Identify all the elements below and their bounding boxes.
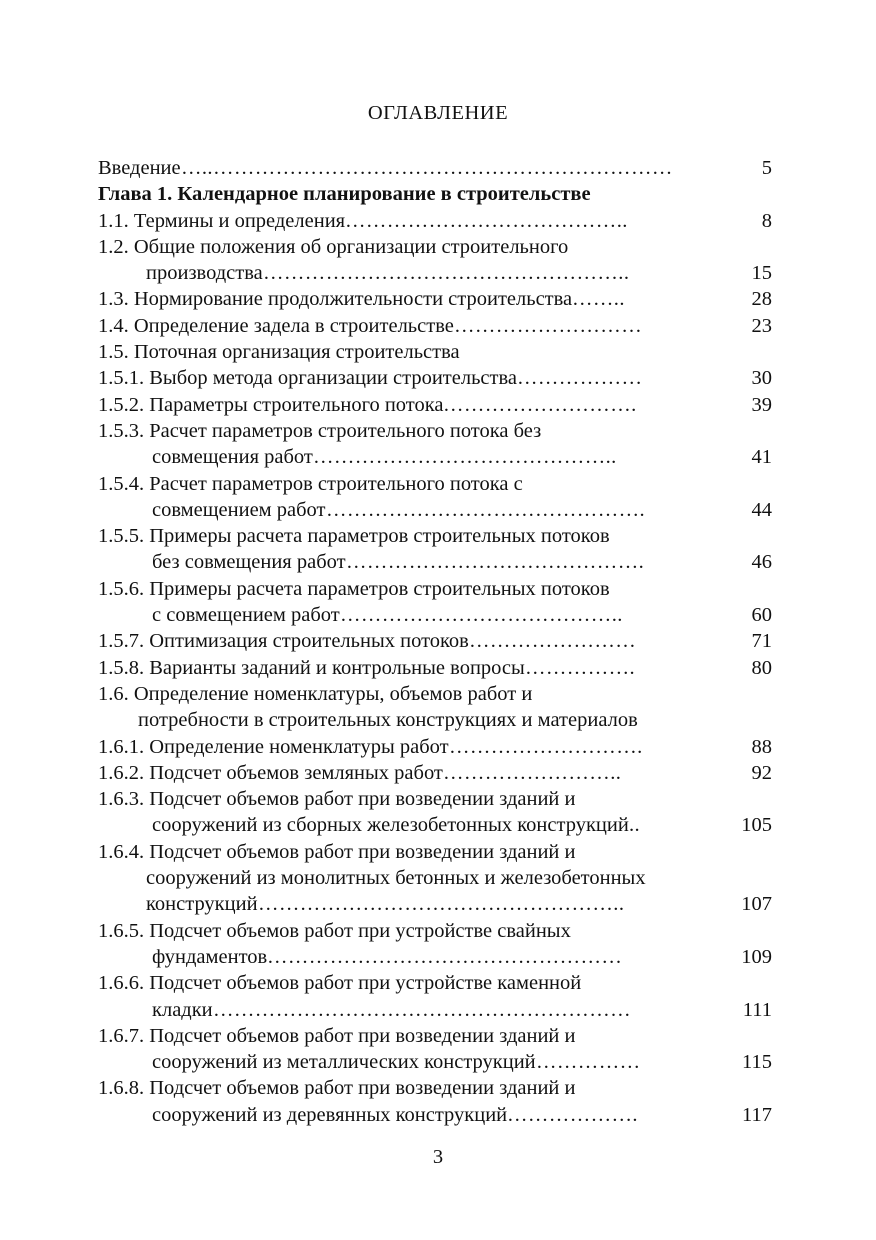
toc-entry-text: 1.5.2. Параметры строительного потока	[98, 393, 444, 416]
toc-entry-text: Глава 1. Календарное планирование в строительстве	[98, 183, 591, 206]
toc-entry-leader: ……………………………………………..	[258, 893, 625, 916]
toc-title: ОГЛАВЛЕНИЕ	[367, 102, 509, 124]
toc-entry	[0, 1075, 876, 1101]
toc-entry	[0, 418, 876, 444]
toc-entry-leader: ……………………………………………	[267, 945, 623, 968]
toc-entry-text: 1.5.1. Выбор метода организации строительства	[98, 367, 517, 390]
toc-entry-text: 1.5.3. Расчет параметров строительного потока без	[98, 419, 542, 442]
toc-entry-text: потребности в строительных конструкциях и материалов	[138, 709, 638, 732]
toc-entry	[0, 970, 876, 996]
toc-entry-leader: ………………………	[454, 314, 643, 337]
page-number: 3	[432, 1146, 444, 1168]
toc-entry	[0, 392, 876, 418]
toc-entry	[0, 208, 876, 234]
table-of-contents	[0, 155, 876, 1128]
toc-entry-leader: ……………	[536, 1051, 641, 1074]
toc-entry-page: 105	[741, 814, 772, 837]
toc-entry-leader: ……………………………………..	[313, 446, 617, 469]
toc-entry-leader: ……………….	[507, 1103, 638, 1126]
toc-entry-leader: ……………………………………….	[326, 498, 646, 521]
toc-entry	[0, 286, 876, 312]
toc-entry-page: 71	[751, 630, 772, 653]
toc-entry-text: 1.6.1. Определение номенклатуры работ	[98, 735, 449, 758]
toc-entry-leader: ……..	[572, 288, 625, 311]
toc-entry-leader: ……………………….	[443, 393, 637, 416]
toc-entry	[0, 549, 876, 575]
toc-entry	[0, 865, 876, 891]
toc-entry-page: 5	[761, 157, 772, 179]
toc-entry	[0, 444, 876, 470]
toc-entry-text: сооружений из металлических конструкций	[152, 1051, 536, 1074]
toc-entry-page: 115	[742, 1051, 772, 1074]
toc-entry-text: совмещения работ	[152, 446, 313, 469]
toc-entry-leader: ……………………………………………………	[213, 998, 631, 1021]
toc-entry	[0, 181, 876, 207]
toc-entry-text: кладки	[152, 998, 213, 1021]
toc-entry-text: совмещением работ	[152, 498, 326, 521]
toc-entry-text: 1.5.8. Варианты заданий и контрольные вопросы	[98, 656, 525, 679]
toc-entry-page: 111	[742, 998, 772, 1021]
toc-entry-leader: ……………………….	[449, 735, 643, 758]
toc-entry-page: 80	[751, 656, 772, 679]
toc-entry-text: 1.5.7. Оптимизация строительных потоков	[98, 630, 469, 653]
toc-entry-leader: …………………………………..	[340, 604, 623, 627]
toc-entry-text: сооружений из деревянных конструкций	[152, 1103, 508, 1126]
toc-entry	[0, 655, 876, 681]
toc-entry-leader: …………………………………..	[345, 209, 628, 232]
toc-entry-leader: …………………………………….	[346, 551, 645, 574]
toc-entry-page: 15	[751, 262, 772, 285]
toc-entry-leader: ……………………………………………..	[263, 262, 630, 285]
toc-entry-leader: ……………………	[469, 630, 637, 653]
toc-entry	[0, 471, 876, 497]
toc-entry	[0, 734, 876, 760]
toc-entry	[0, 576, 876, 602]
toc-entry-page: 88	[751, 735, 772, 758]
toc-entry	[0, 155, 876, 181]
toc-entry-text: конструкций	[146, 893, 258, 916]
toc-entry-text: 1.5.4. Расчет параметров строительного потока с	[98, 472, 523, 495]
toc-entry-text: 1.6.2. Подсчет объемов земляных работ	[98, 761, 443, 784]
toc-entry	[0, 523, 876, 549]
toc-entry-text: 1.6.7. Подсчет объемов работ при возведении зданий и	[98, 1024, 576, 1047]
toc-entry	[0, 1049, 876, 1075]
toc-entry	[0, 997, 876, 1023]
toc-entry-page: 8	[761, 209, 772, 232]
toc-entry-page: 39	[751, 393, 772, 416]
toc-entry-text: 1.2. Общие положения об организации строительного	[98, 235, 569, 258]
toc-entry-text: 1.5. Поточная организация строительства	[98, 341, 460, 364]
toc-entry	[0, 891, 876, 917]
toc-entry-text: 1.1. Термины и определения	[98, 209, 346, 232]
toc-entry-leader: ..	[629, 814, 641, 837]
toc-entry	[0, 1102, 876, 1128]
toc-entry-text: сооружений из сборных железобетонных конструкций	[152, 814, 629, 837]
toc-entry	[0, 681, 876, 707]
toc-entry	[0, 707, 876, 733]
toc-entry-text: производства	[146, 262, 263, 285]
toc-entry-leader: ……………………..	[443, 761, 622, 784]
toc-entry	[0, 760, 876, 786]
toc-entry	[0, 918, 876, 944]
toc-entry-text: 1.6. Определение номенклатуры, объемов работ и	[98, 682, 533, 705]
toc-entry-page: 107	[741, 893, 772, 916]
toc-entry-page: 46	[751, 551, 772, 574]
toc-entry-page: 92	[751, 761, 772, 784]
toc-entry-text: 1.4. Определение задела в строительстве	[98, 314, 454, 337]
toc-entry-text: без совмещения работ	[152, 551, 346, 574]
toc-entry-page: 117	[742, 1103, 772, 1126]
toc-entry-page: 44	[751, 498, 772, 521]
toc-entry	[0, 313, 876, 339]
toc-entry	[0, 234, 876, 260]
toc-entry-leader: ………………	[517, 367, 643, 390]
toc-entry	[0, 339, 876, 365]
toc-entry-page: 41	[751, 446, 772, 469]
toc-entry-page: 60	[751, 604, 772, 627]
toc-entry	[0, 628, 876, 654]
toc-entry-text: сооружений из монолитных бетонных и железобетонных	[146, 867, 646, 890]
toc-entry	[0, 839, 876, 865]
toc-entry	[0, 944, 876, 970]
toc-entry	[0, 812, 876, 838]
toc-entry	[0, 1023, 876, 1049]
toc-entry-text: 1.3. Нормирование продолжительности строительства	[98, 288, 573, 311]
toc-entry-text: с совмещением работ	[152, 604, 340, 627]
toc-entry	[0, 602, 876, 628]
toc-entry-text: Введение	[98, 157, 181, 179]
toc-entry-text: 1.6.4. Подсчет объемов работ при возведении зданий и	[98, 840, 576, 863]
toc-entry-text: 1.6.6. Подсчет объемов работ при устройстве каменной	[98, 972, 582, 995]
toc-entry-text: 1.6.5. Подсчет объемов работ при устройстве свайных	[98, 919, 571, 942]
toc-entry	[0, 365, 876, 391]
toc-entry-leader: …………….	[525, 656, 636, 679]
toc-entry-text: 1.5.6. Примеры расчета параметров строительных потоков	[98, 577, 610, 600]
toc-entry-text: фундаментов	[152, 945, 268, 968]
toc-entry-text: 1.5.5. Примеры расчета параметров строительных потоков	[98, 525, 610, 548]
toc-entry-leader: …..…………………………………………………………	[181, 157, 673, 179]
toc-entry-page: 30	[751, 367, 772, 390]
toc-entry-page: 109	[741, 945, 772, 968]
toc-entry	[0, 786, 876, 812]
toc-entry	[0, 260, 876, 286]
toc-entry-text: 1.6.8. Подсчет объемов работ при возведении зданий и	[98, 1077, 576, 1100]
toc-entry-page: 28	[751, 288, 772, 311]
toc-entry-text: 1.6.3. Подсчет объемов работ при возведении зданий и	[98, 788, 576, 811]
toc-entry-page: 23	[751, 314, 772, 337]
toc-entry	[0, 497, 876, 523]
